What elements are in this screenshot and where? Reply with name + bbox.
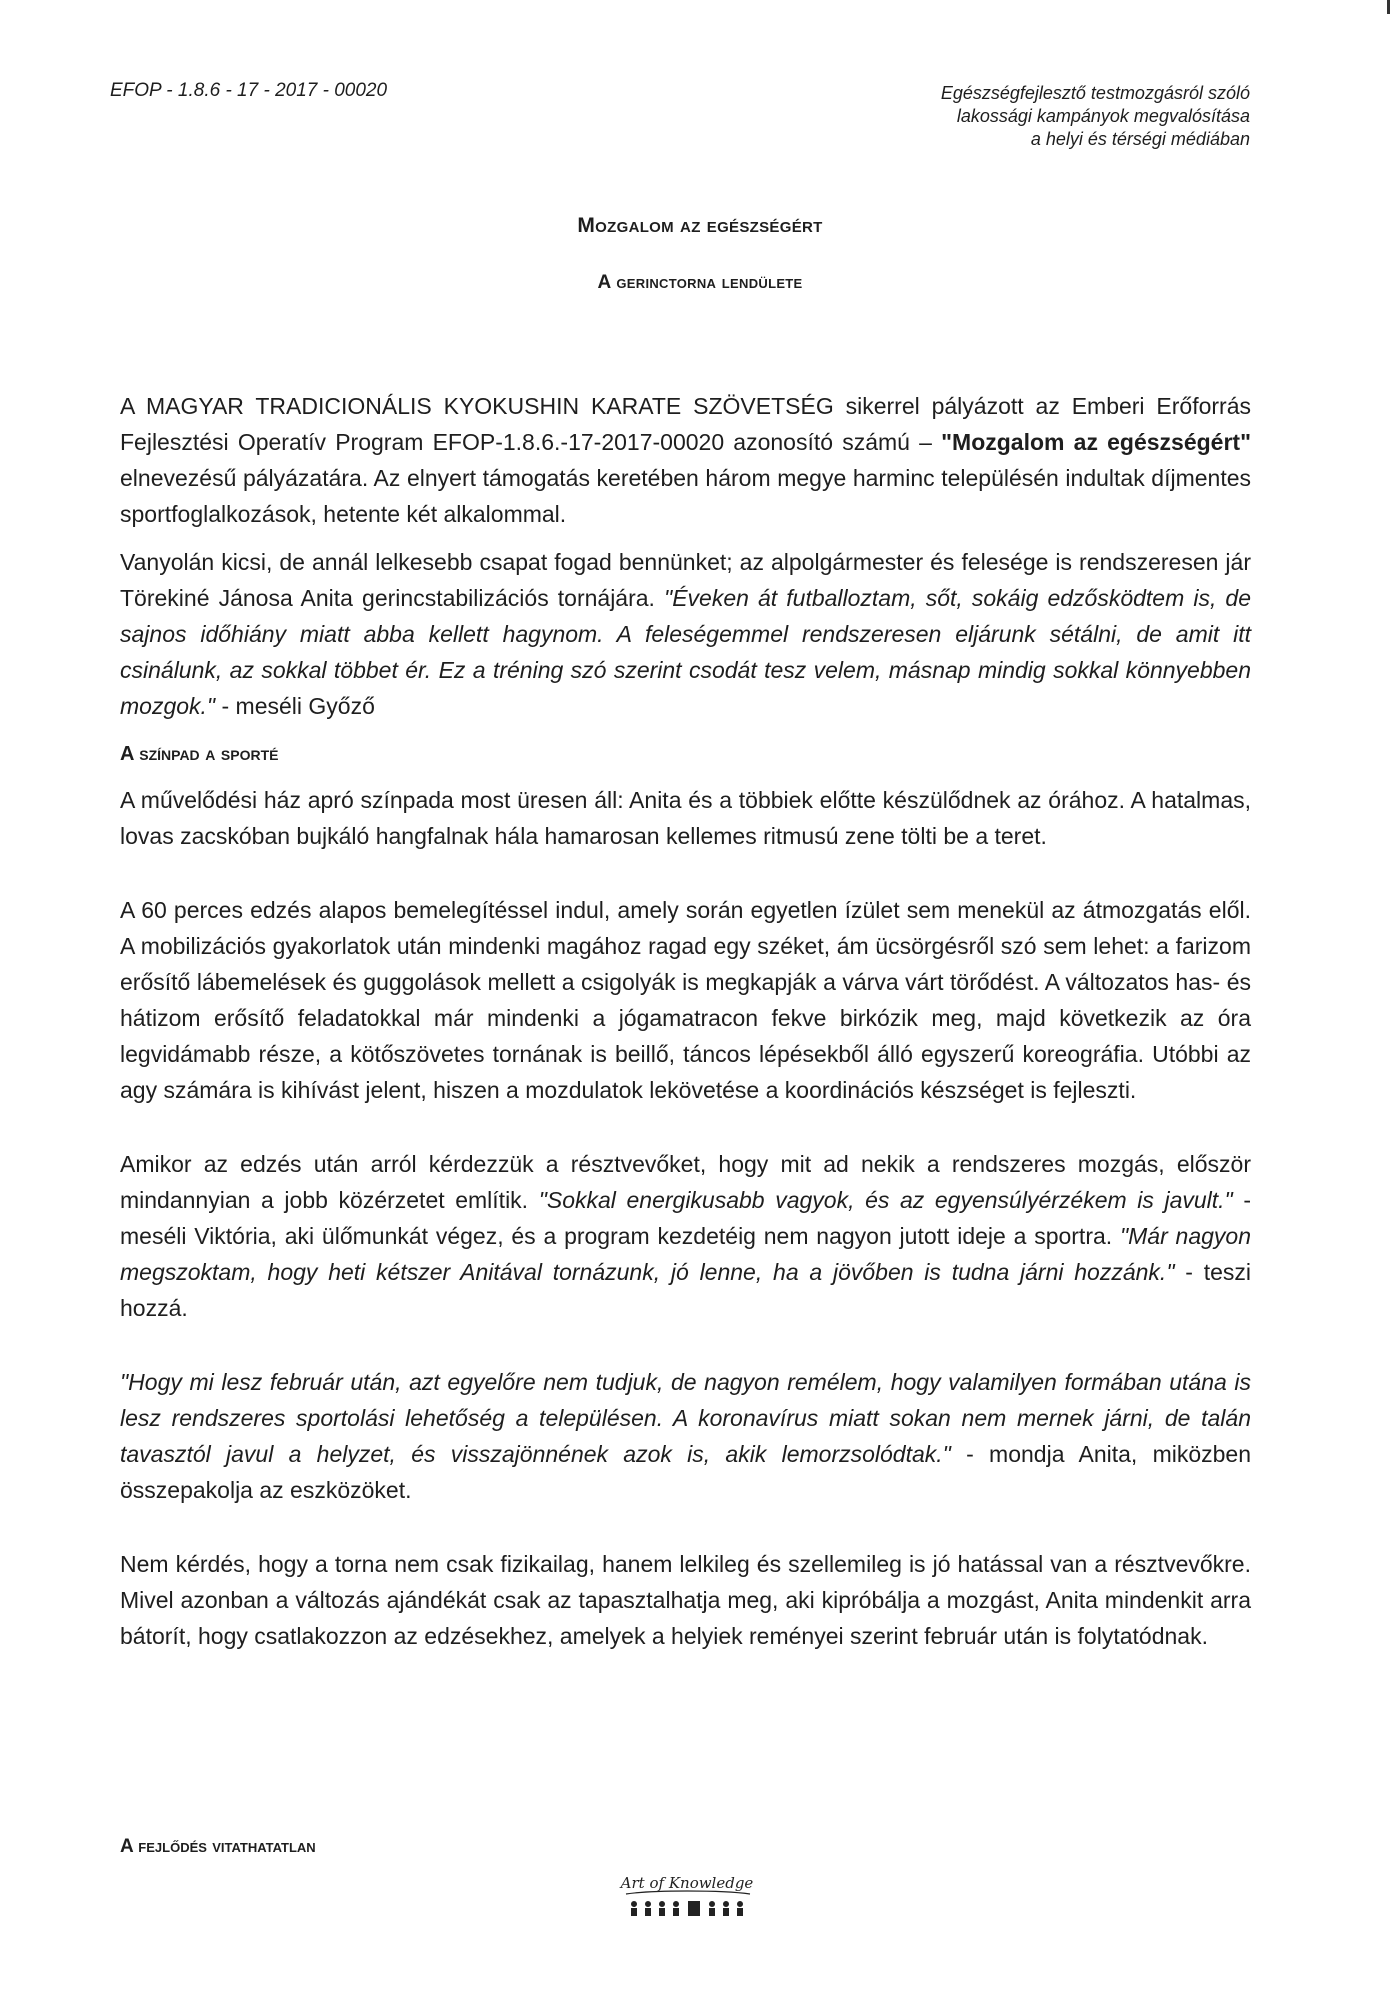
campaign-header-line-1: Egészségfejlesztő testmozgásról szóló bbox=[940, 83, 1250, 103]
amikor-quote-2: "Már nagyon megszoktam, hogy heti kétszer Anitával tornázunk, jó lenne, ha a jövőben is tudna járni hozzánk." bbox=[120, 1223, 1251, 1285]
paragraph-anita bbox=[120, 1364, 1251, 1508]
program-name: "Mozgalom az egészségért" bbox=[941, 429, 1251, 455]
paragraph-szinpad: A művelődési ház apró színpada most üresen áll: Anita és a többiek előtte készülődnek az órához. A hatalmas, lovas zacskóban bujkáló hangfalnak hála hamarosan kellemes ritmusú zene tölti be a teret. bbox=[120, 787, 1251, 849]
vanyola-attribution: - meséli Győző bbox=[215, 693, 375, 719]
paragraph-intro bbox=[120, 388, 1251, 532]
amikor-text-3: - teszi hozzá. bbox=[120, 1259, 1251, 1321]
vanyola-text: Vanyolán kicsi, de annál lelkesebb csapat fogad bennünket; az alpolgármester és felesége is rendszeresen jár Törekiné Jánosa Anita gerincstabilizációs tornájára. bbox=[120, 549, 1251, 611]
article-body bbox=[120, 388, 1251, 1654]
amikor-text-2: - meséli Viktória, aki ülőmunkát végez, és a program kezdetéig nem nagyon jutott ideje a sportra. bbox=[120, 1187, 1251, 1249]
anita-quote: "Hogy mi lesz február után, azt egyelőre nem tudjuk, de nagyon remélem, hogy valamilyen formában utána is lesz rendszeres sportolási lehetőség a településen. A koronavírus miatt sokan nem mernek járni, de talán tavasztól javul a helyzet, és visszajönnének azok is, akik lemorzsolódtak." bbox=[120, 1369, 1251, 1467]
campaign-header-line-3: a helyi és térségi médiában bbox=[1030, 129, 1250, 149]
vanyola-quote: "Éveken át futballoztam, sőt, sokáig edzősködtem is, de sajnos időhiány miatt abba kellett hagynom. A feleségemmel rendszeresen eljárunk sétálni, de amit itt csinálunk, az sokkal többet ér. Ez a tréning szó szerint csodát tesz velem, másnap mindig sokkal könnyebben mozgok." bbox=[120, 585, 1251, 719]
logo-script-text: Art of Knowledge bbox=[620, 1874, 754, 1892]
paragraph-vanyola bbox=[120, 544, 1251, 724]
page-edge-mark bbox=[1387, 0, 1390, 14]
campaign-header-line-2: lakossági kampányok megvalósítása bbox=[956, 106, 1250, 126]
paragraph-closing: Nem kérdés, hogy a torna nem csak fizikailag, hanem lelkileg és szellemileg is jó hatással van a résztvevőkre. Mivel azonban a változás ajándékát csak az tapasztalhatja meg, aki kipróbálja a mozgást, Anita mindenkit arra bátorít, hogy csatlakozzon az edzésekhez, amelyek a helyiek reményei szerint február után is folytatódnak. bbox=[120, 1551, 1251, 1649]
section-heading-fejlodes: A fejlődés vitathatatlan bbox=[120, 1836, 316, 1857]
intro-text-1: A MAGYAR TRADICIONÁLIS KYOKUSHIN KARATE SZÖVETSÉG sikerrel pályázott az Emberi Erőforrás Fejlesztési Operatív Program EFOP-1.8.6.-17-2017-00020 azonosító számú – bbox=[120, 393, 1251, 455]
document-title: Mozgalom az egészségért bbox=[577, 214, 823, 237]
project-code: EFOP - 1.8.6 - 17 - 2017 - 00020 bbox=[110, 80, 388, 101]
amikor-quote-1: "Sokkal energikusabb vagyok, és az egyensúlyérzékem is javult." bbox=[538, 1187, 1233, 1213]
anita-text: - mondja Anita, miközben összepakolja az eszközöket. bbox=[120, 1441, 1252, 1503]
paragraph-edzes: A 60 perces edzés alapos bemelegítéssel indul, amely során egyetlen ízület sem menekül az átmozgatás elől. A mobilizációs gyakorlatok után mindenki magához ragad egy széket, ám ücsörgésről szó sem lehet: a farizom erősítő lábemelések és guggolások mellett a csigolyák is megkapják a várva várt törődést. A változatos has- és hátizom erősítő feladatokkal már mindenki a jógamatracon fekve birkózik meg, majd következik az óra legvidámabb része, a kötőszövetes tornának is beillő, táncos lépésekből álló egyszerű koreográfia. Utóbbi az agy számára is kihívást jelent, hiszen a mozdulatok lekövetése a koordinációs készséget is fejleszti. bbox=[120, 897, 1251, 1103]
document-subtitle: A gerinctorna lendülete bbox=[597, 272, 803, 293]
paragraph-amikor bbox=[120, 1146, 1251, 1326]
campaign-header bbox=[750, 82, 1250, 151]
intro-text-2: elnevezésű pályázatára. Az elnyert támogatás keretében három megye harminc településén indultak díjmentes sportfoglalkozások, hetente két alkalommal. bbox=[120, 465, 1251, 527]
section-heading-szinpad: A színpad a sporté bbox=[120, 743, 279, 765]
art-of-knowledge-logo bbox=[612, 1852, 762, 1932]
amikor-text-1: Amikor az edzés után arról kérdezzük a résztvevőket, hogy mit ad nekik a rendszeres mozgás, először mindannyian a jobb közérzetet említik. bbox=[120, 1151, 1251, 1213]
